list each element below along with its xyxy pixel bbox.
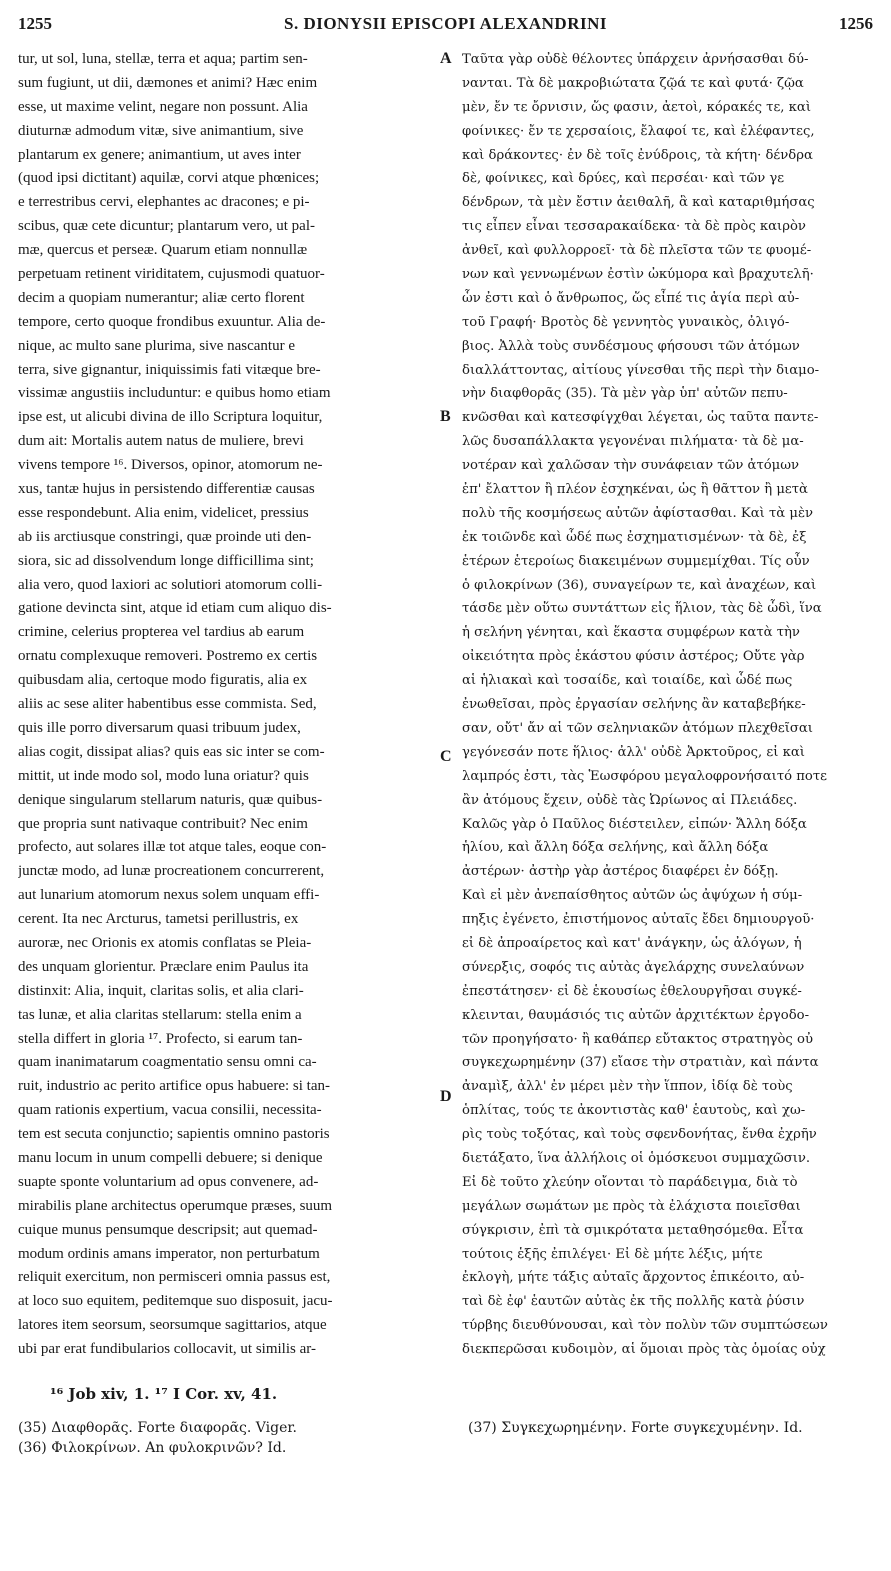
text-line: λῶς δυσαπάλλακτα γεγονέναι πιλήματα· τὰ δὲ μα- [462, 434, 804, 450]
text-line: modum ordinis amans imperator, non perturbatum [18, 1245, 320, 1262]
text-line: κλεινται, θαυμάσιός τις αὐτῶν ἀρχιτέκτων ἐργοδο- [462, 1007, 810, 1023]
text-line: λαμπρός ἐστι, τὰς Ἑωσφόρου μεγαλοφρονήσαιτό ποτε [462, 768, 827, 784]
margin-marker-a: A [440, 50, 452, 67]
text-line: Καλῶς γὰρ ὁ Παῦλος διέστειλεν, εἰπών· Ἄλλη δόξα [462, 816, 807, 832]
text-line: auroræ, nec Orionis ex atomis conflatas se Pleia- [18, 934, 312, 951]
text-line: aut lunarium atomorum nexus solem unquam effi- [18, 887, 320, 904]
text-line: ἐπ' ἔλαττον ἢ πλέον ἐσχηκέναι, ὡς ἢ θᾶττον ἢ μετὰ [462, 482, 808, 498]
footnote-36: (36) Φιλοκρίνων. An φυλοκρινῶν? Id. [18, 1440, 287, 1456]
text-line: mirabilis plane architectus operumque præses, suum [18, 1197, 333, 1214]
text-line: ἡ σελήνη γένηται, καὶ ἕκαστα συμφέρων κατὰ τὴν [462, 625, 800, 641]
text-line: Εἰ δὲ τοῦτο χλεύην οἴονται τὸ παράδειγμα, διὰ τὸ [462, 1174, 798, 1190]
running-title: S. DIONYSII EPISCOPI ALEXANDRINI [283, 14, 607, 33]
text-line: tur, ut sol, luna, stellæ, terra et aqua; partim sen- [18, 51, 308, 67]
text-line: πολὺ τῆς κοσμήσεως αὐτῶν ἀφίστασθαι. Καὶ τὰ μὲν [462, 505, 814, 521]
text-line: τάσδε μὲν οὕτω συντάττων εἰς ἥλιον, τὰς δὲ ὧδὶ, ἵνα [462, 601, 822, 617]
text-line: νανται. Τὰ δὲ μακροβιώτατα ζῷά τε καὶ φυτά· ζῷα [462, 75, 804, 91]
text-line: manu locum in unum compelli debuere; si denique [18, 1149, 323, 1166]
text-line: quis ille porro diversarum quasi tribuum judex, [18, 719, 301, 736]
text-line: ubi par erat fundibularios collocavit, ut similis ar- [18, 1341, 316, 1358]
text-line: τις εἶπεν εἶναι τεσσαρακαίδεκα· τὰ δὲ πρὸς καιρὸν [462, 219, 806, 235]
text-line: ruit, industrio ac perito artifice opus habuere: si tan- [18, 1078, 330, 1095]
text-line: ρὶς τοὺς τοξότας, καὶ τοὺς σφενδονήτας, ἔνθα ἐχρῆν [462, 1127, 817, 1143]
margin-marker-c: C [440, 748, 452, 765]
text-line: at loco suo equitem, peditemque suo disposuit, jacu- [18, 1293, 333, 1310]
text-line: ipse est, ut alicubi divina de illo Scriptura loquitur, [18, 409, 323, 426]
text-line: alia vero, quod laxiori ac solutiori atomorum colli- [18, 576, 323, 593]
text-line: νοτέραν καὶ χαλῶσαν τὴν συνάφειαν τῶν ἀτόμων [462, 458, 800, 474]
text-line: σύνερξις, σοφός τις αὐτὰς ἀγελάρχης συνελαύνων [462, 959, 805, 975]
text-line: vissimæ angustiis includuntur: e quibus homo etiam [18, 385, 331, 402]
text-line: ταὶ δὲ ἐφ' ἑαυτῶν αὐτὰς ἐκ τῆς πολλῆς κατὰ ῥύσιν [462, 1294, 805, 1310]
text-line: stella differt in gloria ¹⁷. Profecto, si earum tan- [18, 1030, 303, 1047]
latin-column [18, 48, 434, 1362]
text-line: sum fugiunt, ut dii, dæmones et animi? Hæc enim [18, 74, 318, 91]
text-line: siora, sic ad dissolvendum longe difficillima sint; [18, 552, 314, 569]
text-line: φοίνικες· ἔν τε χερσαίοις, ἔλαφοί τε, καὶ ἐλέφαντες, [462, 123, 815, 139]
text-line: Καὶ εἰ μὲν ἀνεπαίσθητος αὐτῶν ὡς ἀψύχων ἡ σύμ- [462, 888, 803, 904]
text-line: tas lunæ, et alia claritas stellarum: stella enim a [18, 1006, 302, 1023]
text-line: mittit, ut inde modo sol, modo luna oriatur? quis [18, 767, 309, 784]
text-line: junctæ modo, ad lunæ procreationem concurrerent, [18, 863, 325, 880]
text-line: ὧν ἐστι καὶ ὁ ἄνθρωπος, ὥς εἶπέ τις ἁγία περὶ αὐ- [462, 290, 800, 306]
page-number-left: 1255 [18, 14, 52, 33]
running-header [18, 14, 873, 44]
page-number-right: 1256 [839, 14, 873, 33]
footnotes-right [468, 1418, 878, 1438]
text-line: ἀναμὶξ, ἀλλ' ἐν μέρει μὲν τὴν ἵππον, ἰδίᾳ δὲ τοὺς [462, 1079, 793, 1095]
text-line: esse respondebunt. Alia enim, videlicet, pressius [18, 504, 309, 521]
text-line: (quod ipsi dictitant) aquilæ, corvi atque phœnices; [18, 170, 320, 187]
text-line: latores item seorsum, seorsumque sagittarios, atque [18, 1317, 327, 1334]
text-line: μὲν, ἔν τε ὄρνισιν, ὥς φασιν, ἀετοὶ, κόρακές τε, καὶ [462, 99, 811, 115]
footnotes-left [18, 1418, 448, 1458]
text-line: τῶν προηγήσατο· ἢ καθάπερ εὔτακτος στρατηγὸς οὐ [462, 1031, 813, 1047]
text-line: ἐνωθεῖσαι, πρὸς ἐργασίαν σελήνης ἂν καταβεβήκε- [462, 697, 806, 713]
text-line: ab iis arctiusque constringi, quæ proinde uti den- [18, 528, 312, 545]
text-line: alias cogit, dissipat alias? quis eas sic inter se com- [18, 743, 325, 760]
text-line: quam inanimatarum coagmentatio sensu omni ca- [18, 1054, 317, 1071]
text-line: mæ, quercus et perseæ. Quarum etiam nonnullæ [18, 242, 308, 259]
text-line: cerent. Ita nec Arcturus, tametsi perillustris, ex [18, 911, 299, 928]
text-line: cuique munus pensumque descripsit; aut quemad- [18, 1221, 318, 1238]
text-line: νὴν διαφθορᾶς (35). Τὰ μὲν γὰρ ὑπ' αὐτῶν πεπυ- [462, 386, 788, 402]
text-line: ἀνθεῖ, καὶ φυλλορροεῖ· τὰ δὲ πλεῖστα τῶν τε φυομέ- [462, 243, 812, 259]
footnote-37: (37) Συγκεχωρημένην. Forte συγκεχυμένην. Id. [468, 1420, 803, 1436]
text-line: διεκπερῶσαι κυδοιμὸν, αἱ ὅμοιαι πρὸς τὰς ὁμοίας οὐχ [462, 1342, 826, 1358]
text-line: αἱ ἡλιακαὶ καὶ τοσαίδε, καὶ τοιαίδε, καὶ ὧδέ πως [462, 673, 793, 689]
greek-column [462, 48, 872, 1362]
text-line: des unquam glorientur. Præclare enim Paulus ita [18, 958, 309, 975]
text-line: scibus, quæ cete dicuntur; plantarum vero, ut pal- [18, 218, 316, 235]
text-line: vivens tempore ¹⁶. Diversos, opinor, atomorum ne- [18, 457, 323, 474]
text-line: reliquit exercitum, non permisceri omnia passus est, [18, 1269, 331, 1286]
text-line: profecto, aut solares illæ tot atque tales, eoque con- [18, 839, 327, 856]
text-line: decim a quopiam numerantur; aliæ certo florent [18, 289, 305, 306]
margin-marker-d: D [440, 1088, 452, 1105]
text-line: plantarum ex genere; animantium, ut aves inter [18, 146, 301, 163]
footnote-35: (35) Διαφθορᾶς. Forte διαφορᾶς. Viger. [18, 1420, 297, 1436]
text-line: τοῦ Γραφή· Βροτὸς δὲ γεννητὸς γυναικὸς, ὀλιγό- [462, 314, 790, 330]
text-line: τούτοις ἑξῆς ἐπιλέγει· Εἰ δὲ μήτε λέξις, μήτε [462, 1246, 763, 1262]
text-line: nique, ac multo sane plurima, sive nascantur e [18, 337, 295, 354]
text-line: μεγάλων σωμάτων με πρὸς τὰ ἐλάχιστα ποιεῖσθαι [462, 1198, 801, 1214]
text-line: ἑτέρων ἑτεροίως διακειμένων συμμεμίχθαι. Τίς οὖν [462, 553, 810, 569]
text-line: διετάξατο, ἵνα ἀλλήλοις οἱ ὁμόσκευοι συμμαχῶσιν. [462, 1150, 811, 1166]
text-line: esse, ut maxime velint, negare non possunt. Alia [18, 98, 308, 115]
text-line: e terrestribus cervi, elephantes ac dracones; e pi- [18, 194, 310, 211]
text-line: σύγκρισιν, ἐπὶ τὰ σμικρότατα μεταθησόμεθα. Εἶτα [462, 1222, 804, 1238]
text-line: ἐκ τοιῶνδε καὶ ὧδέ πως ἐσχηματισμένων· τὰ δὲ, ἐξ [462, 529, 807, 545]
text-line: denique singularum stellarum naturis, quæ quibus- [18, 791, 323, 808]
text-line: quam rationis expertium, vacua consilii, necessita- [18, 1102, 322, 1119]
text-line: ἡλίου, καὶ ἄλλη δόξα σελήνης, καὶ ἄλλη δόξα [462, 840, 769, 856]
text-line: Ταῦτα γὰρ οὐδὲ θέλοντες ὑπάρχειν ἀρνήσασθαι δύ- [462, 52, 809, 67]
text-line: perpetuam retinent viriditatem, cujusmodi quatuor- [18, 266, 325, 283]
text-line: νων καὶ γεννωμένων ἐστὶν ὠκύμορα καὶ βραχυτελῆ· [462, 267, 814, 283]
text-line: ἐπεστάτησεν· εἰ δὲ ἑκουσίως ἐθελουργῆσαι συγκέ- [462, 983, 802, 999]
text-line: κνῶσθαι καὶ κατεσφίγχθαι λέγεται, ὡς ταῦτα παντε- [462, 410, 819, 426]
text-line: συγκεχωρημένην (37) εἴασε τὴν στρατιὰν, καὶ πάντα [462, 1055, 819, 1071]
text-line: πηξις ἐγένετο, ἐπιστήμονος αὐταῖς ἔδει δημιουργοῦ· [462, 912, 815, 928]
text-line: οἰκειότητα πρὸς ἑκάστου φύσιν ἀστέρος; Οὔτε γὰρ [462, 649, 805, 665]
text-line: ἂν ἀτόμους ἔχειν, οὐδὲ τὰς Ὠρίωνος αἱ Πλειάδες. [462, 792, 798, 808]
text-line: diuturnæ admodum vitæ, sive animantium, sive [18, 122, 304, 139]
text-line: τύρβης διευθύνουσαι, καὶ τὸν πολὺν τῶν συμπτώσεων [462, 1318, 828, 1334]
text-line: que propria sunt nativaque contribuit? Nec enim [18, 815, 308, 832]
text-line: gatione devincta sint, atque id etiam cum aliquo dis- [18, 600, 332, 617]
text-line: suapte sponte voluntarium ad opus convenere, ad- [18, 1173, 319, 1190]
text-line: γεγόνεσάν ποτε ἥλιος· ἀλλ' οὐδὲ Ἀρκτοῦρος, εἰ καὶ [462, 744, 805, 760]
text-line: ὁπλίτας, τούς τε ἀκοντιστὰς καθ' ἑαυτοὺς, καὶ χω- [462, 1103, 806, 1119]
text-line: quibusdam alia, certoque modo figuratis, alia ex [18, 672, 308, 689]
text-line: καὶ δράκοντες· ἐν δὲ τοῖς ἐνύδροις, τὰ κήτη· δένδρα [462, 147, 813, 163]
text-line: σαν, οὔτ' ἄν αἱ τῶν σεληνιακῶν ἀτόμων πλεχθεῖσαι [462, 720, 813, 736]
text-line: crimine, celerius propterea vel tardius ab earum [18, 624, 305, 641]
text-line: δένδρων, τὰ μὲν ἔστιν ἀειθαλῆ, ἃ καὶ καταριθμήσας [462, 195, 815, 211]
margin-marker-b: B [440, 408, 451, 425]
text-line: tempore, certo quoque frondibus exuuntur. Alia de- [18, 313, 326, 330]
text-line: βιος. Ἀλλὰ τοὺς συνδέσμους φήσουσι τῶν ἀτόμων [462, 338, 800, 354]
text-line: dum ait: Mortalis autem natus de muliere, brevi [18, 433, 304, 450]
text-line: διαλλάττοντας, αἰτίους γίνεσθαι τῆς περὶ τὴν διαμο- [462, 362, 820, 378]
text-line: aliis ac sese aliter habentibus esse commista. Sed, [18, 696, 317, 713]
text-line: terra, sive gignantur, iniquissimis fati vitæque bre- [18, 361, 321, 378]
text-line: εἰ δὲ ἀπροαίρετος καὶ κατ' ἀνάγκην, ὡς ἀλόγων, ἡ [462, 935, 802, 951]
text-line: ἐκλογὴ, μήτε τάξις αὐταῖς ἄρχοντος ἐπικέοιτο, αὐ- [462, 1270, 805, 1286]
text-line: distinxit: Alia, inquit, claritas solis, et alia clari- [18, 982, 304, 999]
text-line: ὁ φιλοκρίνων (36), συναγείρων τε, καὶ ἀναχέων, καὶ [462, 577, 817, 593]
text-line: ornatu complexuque removeri. Postremo ex certis [18, 648, 318, 665]
scripture-references: ¹⁶ Job xiv, 1. ¹⁷ I Cor. xv, 41. [50, 1385, 278, 1403]
text-line: δὲ, φοίνικες, καὶ δρύες, καὶ περσέαι· καὶ τῶν γε [462, 171, 785, 187]
text-line: ἀστέρων· ἀστὴρ γὰρ ἀστέρος διαφέρει ἐν δόξῃ. [462, 864, 779, 880]
text-line: tem est secuta conjunctio; sapientis omnino pastoris [18, 1126, 330, 1143]
text-line: xus, tantæ hujus in persistendo differentiæ causas [18, 481, 315, 498]
